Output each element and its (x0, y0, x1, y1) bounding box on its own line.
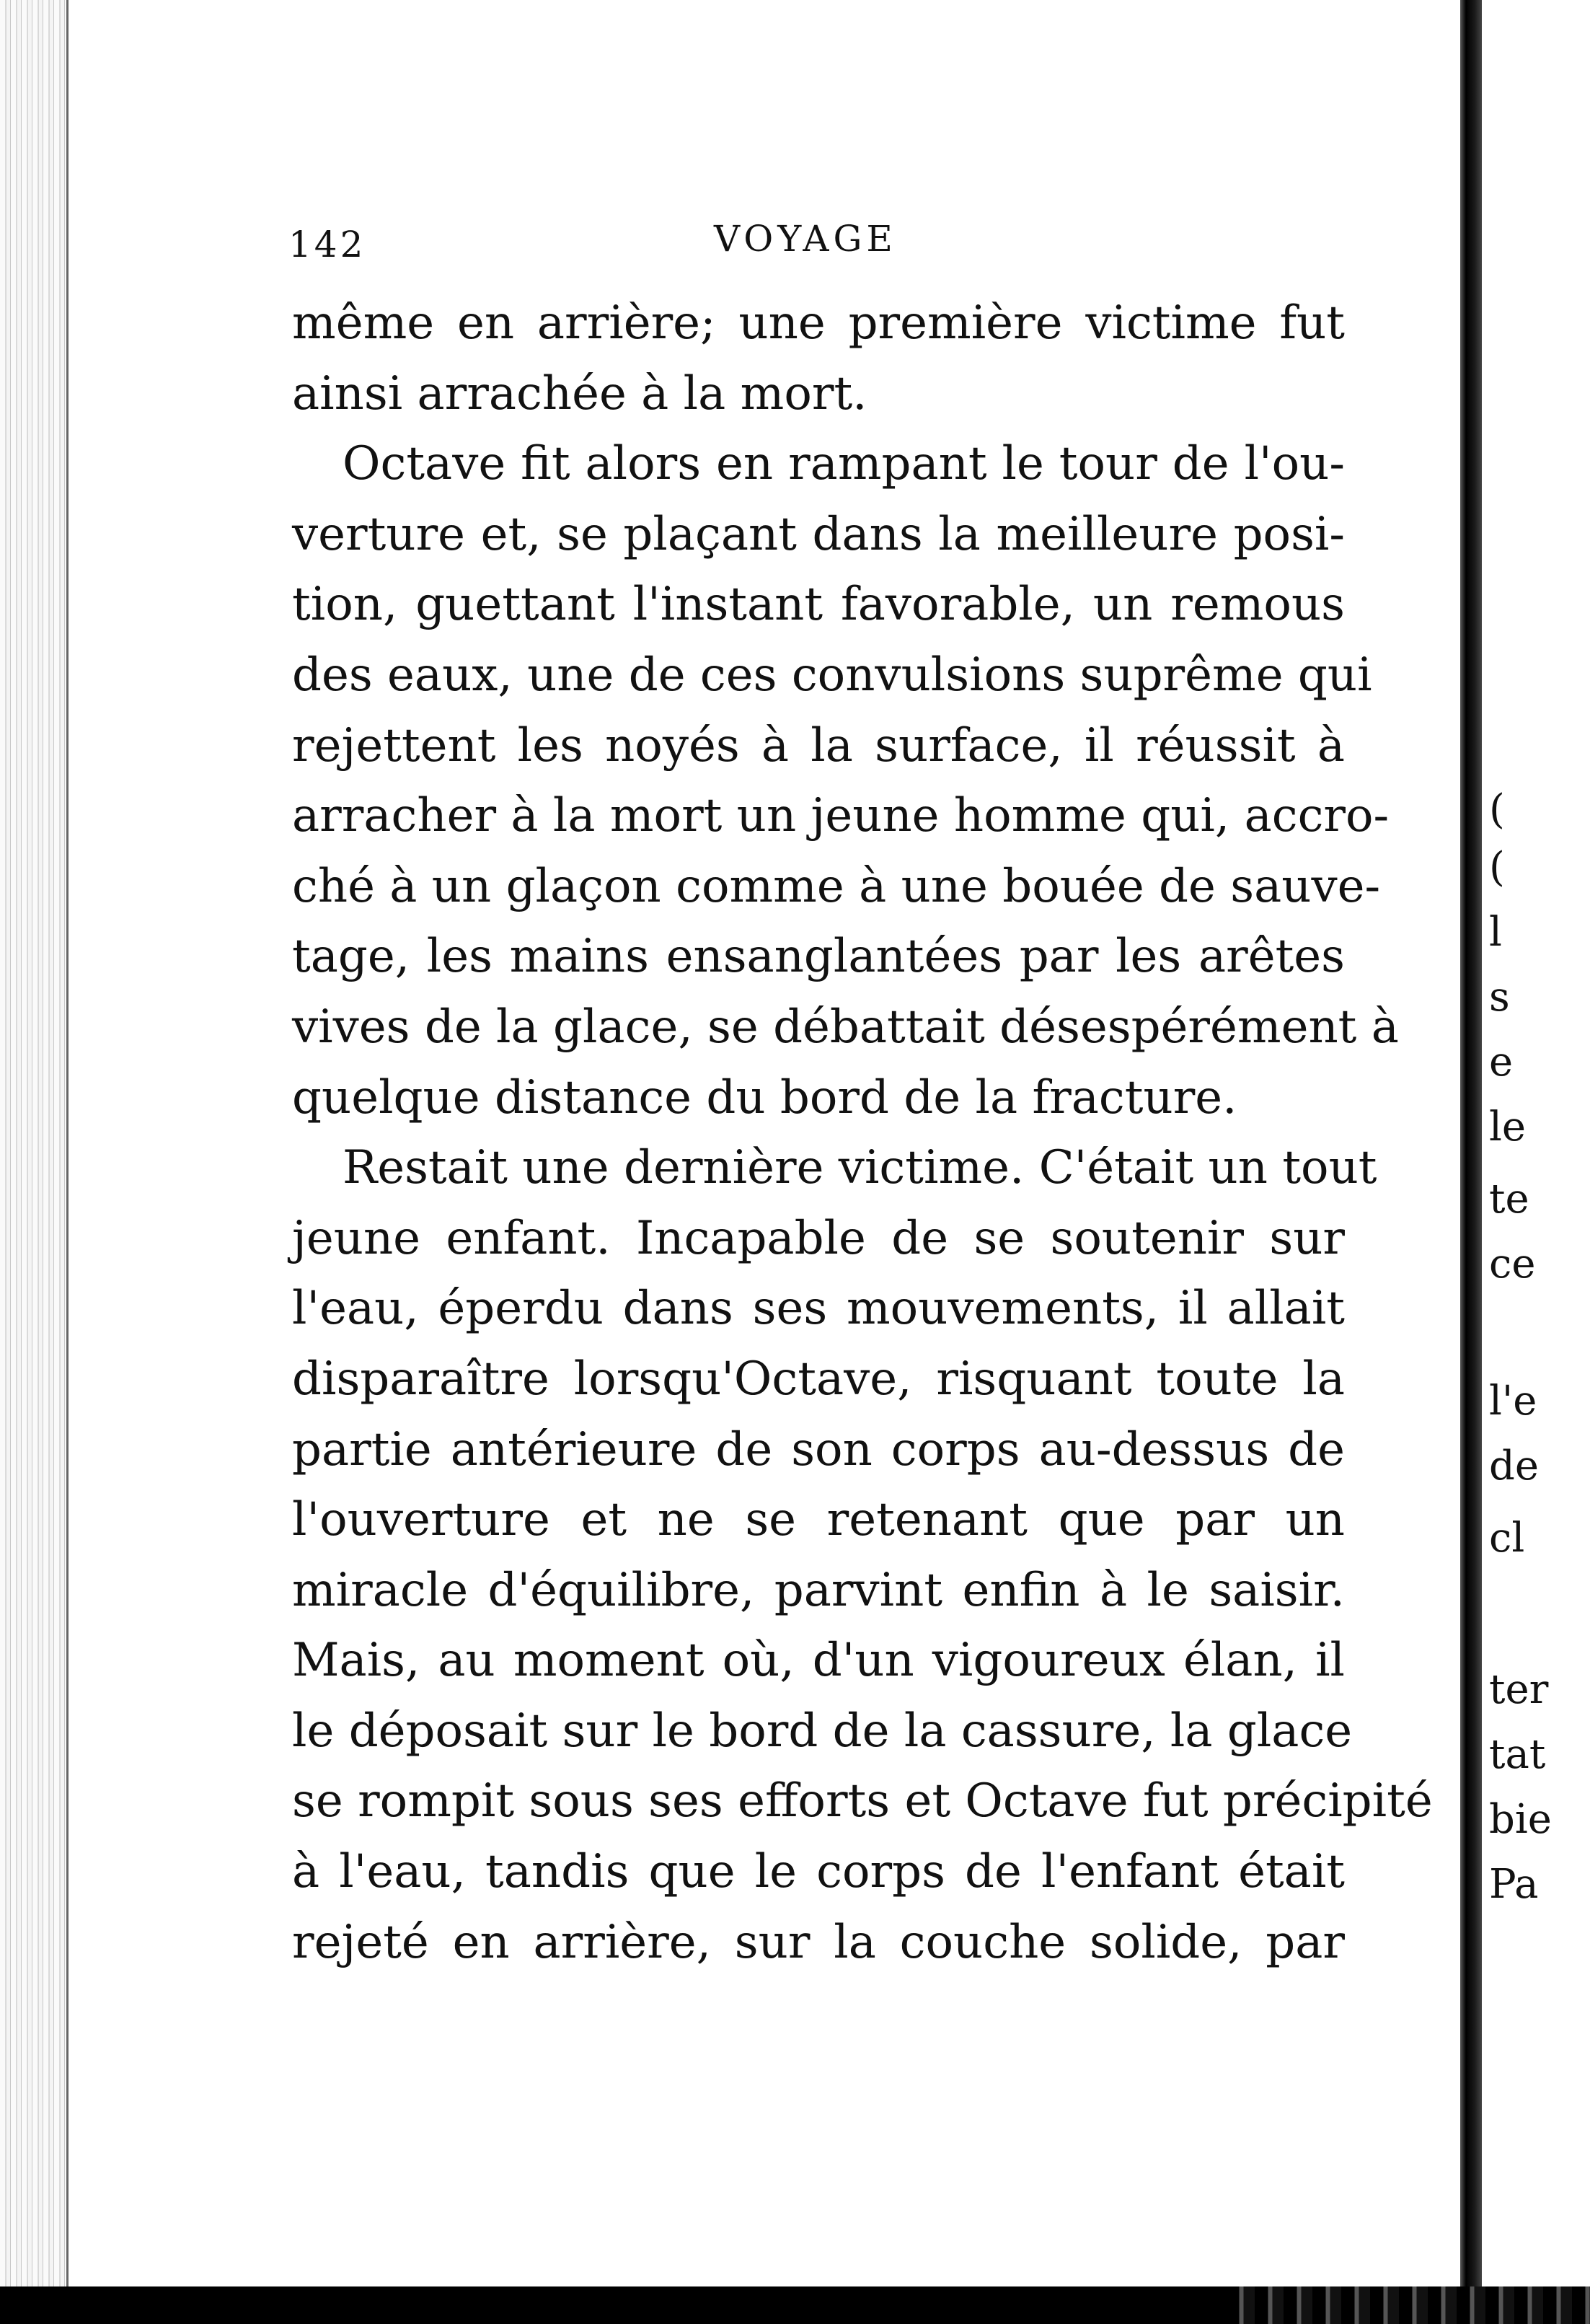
scan-bottom-edge (0, 2286, 1590, 2324)
facing-fragment: l (1489, 909, 1502, 956)
text-line: Restait une dernière victime. C'était un tout (343, 1141, 1377, 1195)
text-line: se rompit sous ses efforts et Octave fut précipité (292, 1774, 1433, 1828)
text-line: rejeté en arrière, sur la couche solide, par (292, 1915, 1345, 1969)
facing-fragment: ( (1489, 786, 1505, 833)
text-line: à l'eau, tandis que le corps de l'enfant était (292, 1845, 1345, 1899)
text-line: disparaître lorsqu'Octave, risquant toute la (292, 1352, 1345, 1406)
body-text (292, 289, 1433, 1978)
text-line: Octave fit alors en rampant le tour de l'ou- (343, 437, 1345, 491)
text-line: jeune enfant. Incapable de se soutenir sur (292, 1211, 1345, 1265)
text-line: le déposait sur le bord de la cassure, la glace (292, 1704, 1353, 1758)
facing-fragment: e (1489, 1039, 1514, 1086)
text-line: même en arrière; une première victime fut (292, 296, 1345, 350)
facing-fragment: s (1489, 974, 1510, 1021)
text-line: des eaux, une de ces convulsions suprême qui (292, 648, 1372, 702)
facing-fragment: l'e (1489, 1378, 1537, 1425)
facing-fragment: Pa (1489, 1861, 1539, 1908)
running-title: VOYAGE (714, 218, 897, 260)
text-line: partie antérieure de son corps au-dessus de (292, 1422, 1345, 1476)
book-gutter (1460, 0, 1482, 2286)
text-line: Mais, au moment où, d'un vigoureux élan, il (292, 1634, 1345, 1688)
facing-fragment: de (1489, 1443, 1539, 1489)
facing-fragment: te (1489, 1176, 1529, 1223)
facing-page-edge (1482, 0, 1590, 2286)
facing-fragment: le (1489, 1104, 1527, 1150)
facing-fragment: ce (1489, 1241, 1536, 1288)
book-page-edges (0, 0, 69, 2324)
text-line: tage, les mains ensanglantées par les arêtes (292, 930, 1345, 984)
facing-fragment: ( (1489, 844, 1505, 891)
text-line: rejettent les noyés à la surface, il réussit à (292, 718, 1345, 773)
text-line: miracle d'équilibre, parvint enfin à le saisir. (292, 1563, 1345, 1617)
facing-fragment: ter (1489, 1666, 1549, 1713)
text-line: verture et, se plaçant dans la meilleure posi- (292, 507, 1345, 561)
facing-fragment: cl (1489, 1515, 1525, 1562)
text-line: l'ouverture et ne se retenant que par un (292, 1493, 1345, 1547)
text-line: quelque distance du bord de la fracture. (292, 1070, 1237, 1124)
text-line: ainsi arrachée à la mort. (292, 366, 867, 421)
text-line: arracher à la mort un jeune homme qui, accro- (292, 789, 1390, 843)
facing-fragment: bie (1489, 1796, 1552, 1843)
text-line: vives de la glace, se débattait désespérément à (292, 1000, 1399, 1054)
facing-fragment: tat (1489, 1731, 1546, 1778)
page-number: 142 (288, 224, 366, 265)
text-line: ché à un glaçon comme à une bouée de sauve- (292, 859, 1381, 913)
text-line: l'eau, éperdu dans ses mouvements, il allait (292, 1282, 1345, 1336)
text-line: tion, guettant l'instant favorable, un remous (292, 578, 1345, 632)
